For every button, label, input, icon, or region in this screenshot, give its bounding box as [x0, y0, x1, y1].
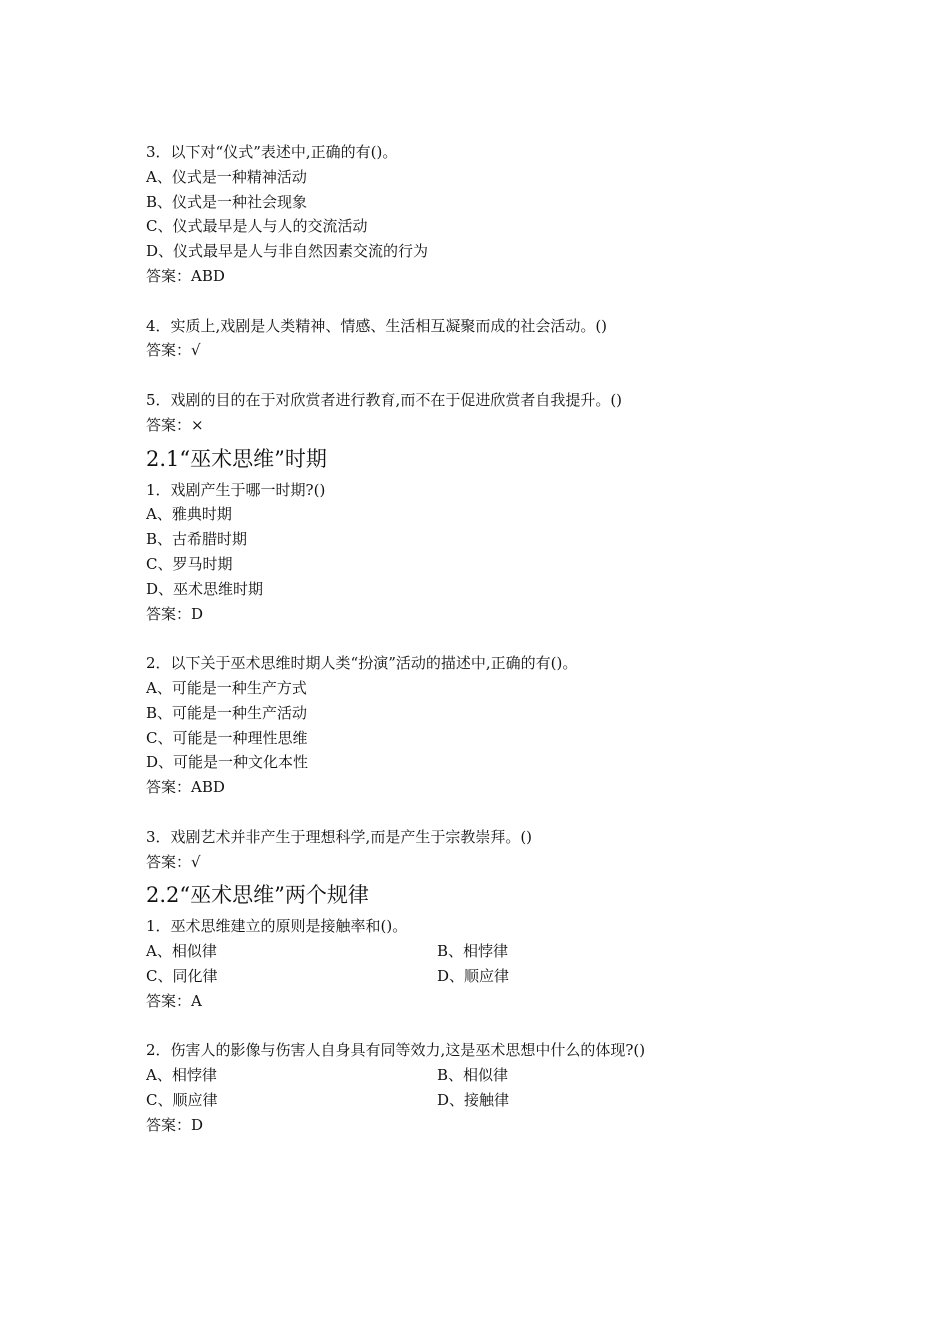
question-block: [146, 314, 846, 364]
option-row: [146, 964, 846, 989]
option-c: C、可能是一种理性思维: [146, 728, 308, 747]
section-heading: 2.1“巫术思维”时期: [146, 446, 327, 471]
question-block: [146, 914, 846, 1013]
option-row: [146, 939, 846, 964]
answer: 答案：×: [146, 415, 204, 434]
question-stem: 1．戏剧产生于哪一时期?(): [146, 480, 326, 499]
option-c: C、同化律: [146, 966, 218, 985]
question-block: [146, 1038, 846, 1137]
option-b: B、可能是一种生产活动: [146, 703, 308, 722]
question-stem: 1．巫术思维建立的原则是接触率和()。: [146, 917, 408, 936]
option-c: C、仪式最早是人与人的交流活动: [146, 217, 368, 236]
question-stem: 2．伤害人的影像与伤害人自身具有同等效力,这是巫术思想中什么的体现?(): [146, 1041, 646, 1060]
answer: 答案：D: [146, 604, 204, 623]
answer: 答案：D: [146, 1115, 204, 1134]
option-d: D、仪式最早是人与非自然因素交流的行为: [146, 242, 429, 261]
question-stem: 4．实质上,戏剧是人类精神、情感、生活相互凝聚而成的社会活动。(): [146, 316, 608, 335]
option-b: B、仪式是一种社会现象: [146, 192, 308, 211]
answer: 答案：√: [146, 852, 201, 871]
question-block: [146, 388, 846, 438]
question-stem: 2．以下关于巫术思维时期人类“扮演”活动的描述中,正确的有()。: [146, 654, 578, 673]
option-c: C、顺应律: [146, 1090, 218, 1109]
question-stem: 3．以下对“仪式”表述中,正确的有()。: [146, 143, 398, 161]
question-block: [146, 651, 846, 800]
option-a: A、可能是一种生产方式: [146, 678, 307, 697]
option-a: A、相悖律: [146, 1066, 217, 1085]
answer: 答案：A: [146, 991, 202, 1010]
option-d: D、接触律: [437, 1090, 510, 1109]
question-block: [146, 478, 846, 627]
option-b: B、古希腊时期: [146, 530, 248, 549]
question-stem: 3．戏剧艺术并非产生于理想科学,而是产生于宗教崇拜。(): [146, 827, 533, 846]
question-stem: 5．戏剧的目的在于对欣赏者进行教育,而不在于促进欣赏者自我提升。(): [146, 390, 623, 409]
question-block: [146, 140, 846, 289]
answer: 答案：ABD: [146, 266, 225, 285]
answer: 答案：√: [146, 341, 201, 360]
option-c: C、罗马时期: [146, 554, 233, 573]
option-d: D、可能是一种文化本性: [146, 753, 309, 772]
option-a: A、相似律: [146, 942, 217, 961]
option-row: [146, 1063, 846, 1088]
section-heading: 2.2“巫术思维”两个规律: [146, 883, 369, 908]
option-row: [146, 1088, 846, 1113]
option-d: D、顺应律: [437, 966, 510, 985]
option-d: D、巫术思维时期: [146, 579, 264, 598]
document-page: [146, 140, 846, 1137]
option-a: A、仪式是一种精神活动: [146, 167, 307, 186]
question-block: [146, 825, 846, 875]
option-b: B、相似律: [437, 1066, 509, 1085]
option-b: B、相悖律: [437, 942, 509, 961]
answer: 答案：ABD: [146, 778, 225, 797]
option-a: A、雅典时期: [146, 505, 232, 524]
